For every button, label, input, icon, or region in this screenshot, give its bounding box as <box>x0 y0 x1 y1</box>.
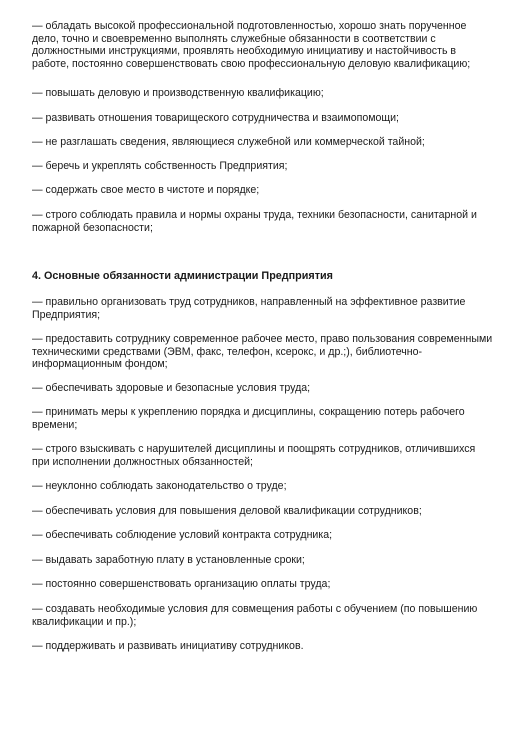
admin-item-salary <box>32 554 305 567</box>
text-line: — повышать деловую и производственную квалификацию; <box>32 87 324 99</box>
duty-item-safety <box>32 209 477 234</box>
text-line: — строго взыскивать с нарушителей дисциплины и поощрять сотрудников, отличившихся <box>32 443 476 455</box>
admin-item-study-conditions <box>32 603 477 628</box>
text-line: при исполнении должностных обязанностей; <box>32 455 253 468</box>
text-line: Предприятия; <box>32 308 101 321</box>
admin-item-organize <box>32 296 465 321</box>
duty-item-qualification <box>32 87 324 100</box>
text-line: — развивать отношения товарищеского сотрудничества и взаимопомощи; <box>32 112 399 124</box>
text-line: — строго соблюдать правила и нормы охраны труда, техники безопасности, санитарной и <box>32 209 477 221</box>
text-line: — принимать меры к укреплению порядка и дисциплины, сокращению потерь рабочего <box>32 406 465 418</box>
admin-item-contract <box>32 529 332 542</box>
duty-item-confidentiality <box>32 136 425 149</box>
text-line: — содержать свое место в чистоте и порядке; <box>32 184 260 196</box>
text-line: — неуклонно соблюдать законодательство о труде; <box>32 480 287 492</box>
admin-item-pay-organization <box>32 578 330 591</box>
text-line: квалификации и пр.); <box>32 615 137 628</box>
text-line: пожарной безопасности; <box>32 221 153 234</box>
text-line: — постоянно совершенствовать организацию оплаты труда; <box>32 578 331 590</box>
text-line: — выдавать заработную плату в установленные сроки; <box>32 554 305 566</box>
text-line: времени; <box>32 418 78 431</box>
admin-item-discipline <box>32 406 465 431</box>
admin-item-labor-law <box>32 480 287 493</box>
text-line: должностными инструкциями, проявлять необходимую инициативу и настойчивость в <box>32 45 457 58</box>
text-line: техническими средствами (ЭВМ, факс, телефон, ксерокс, и др.;), библиотечно- <box>32 345 423 358</box>
admin-item-workplace <box>32 333 492 371</box>
admin-item-healthy-conditions <box>32 382 310 395</box>
text-line: — поддерживать и развивать инициативу сотрудников. <box>32 640 304 652</box>
text-line: — не разглашать сведения, являющиеся служебной или коммерческой тайной; <box>32 136 425 148</box>
text-line: — обеспечивать условия для повышения деловой квалификации сотрудников; <box>32 505 422 517</box>
text-line: — обеспечивать соблюдение условий контракта сотрудника; <box>32 529 333 541</box>
duty-item-professional <box>32 20 470 70</box>
text-line: — создавать необходимые условия для совмещения работы с обучением (по повышению <box>32 603 478 615</box>
admin-item-initiative <box>32 640 304 653</box>
admin-item-qualification <box>32 505 422 518</box>
text-line: — обеспечивать здоровые и безопасные условия труда; <box>32 382 311 394</box>
text-line: работе, постоянно совершенствовать свою профессиональную деловую квалификацию; <box>32 57 471 70</box>
text-line: — правильно организовать труд сотрудников, направленный на эффективное развитие <box>32 296 466 308</box>
section-heading: 4. Основные обязанности администрации Предприятия <box>32 270 333 282</box>
text-line: информационным фондом; <box>32 358 168 371</box>
duty-item-cleanliness <box>32 184 259 197</box>
text-line: — беречь и укреплять собственность Предприятия; <box>32 160 288 172</box>
text-line: — предоставить сотруднику современное рабочее место, право пользования современными <box>32 333 493 345</box>
duty-item-cooperation <box>32 112 399 125</box>
text-line: — обладать высокой профессиональной подготовленностью, хорошо знать порученное <box>32 20 467 32</box>
duty-item-property <box>32 160 287 173</box>
admin-item-reward <box>32 443 475 468</box>
text-line: дело, точно и своевременно выполнять служебные обязанности в соответствии с <box>32 32 436 45</box>
